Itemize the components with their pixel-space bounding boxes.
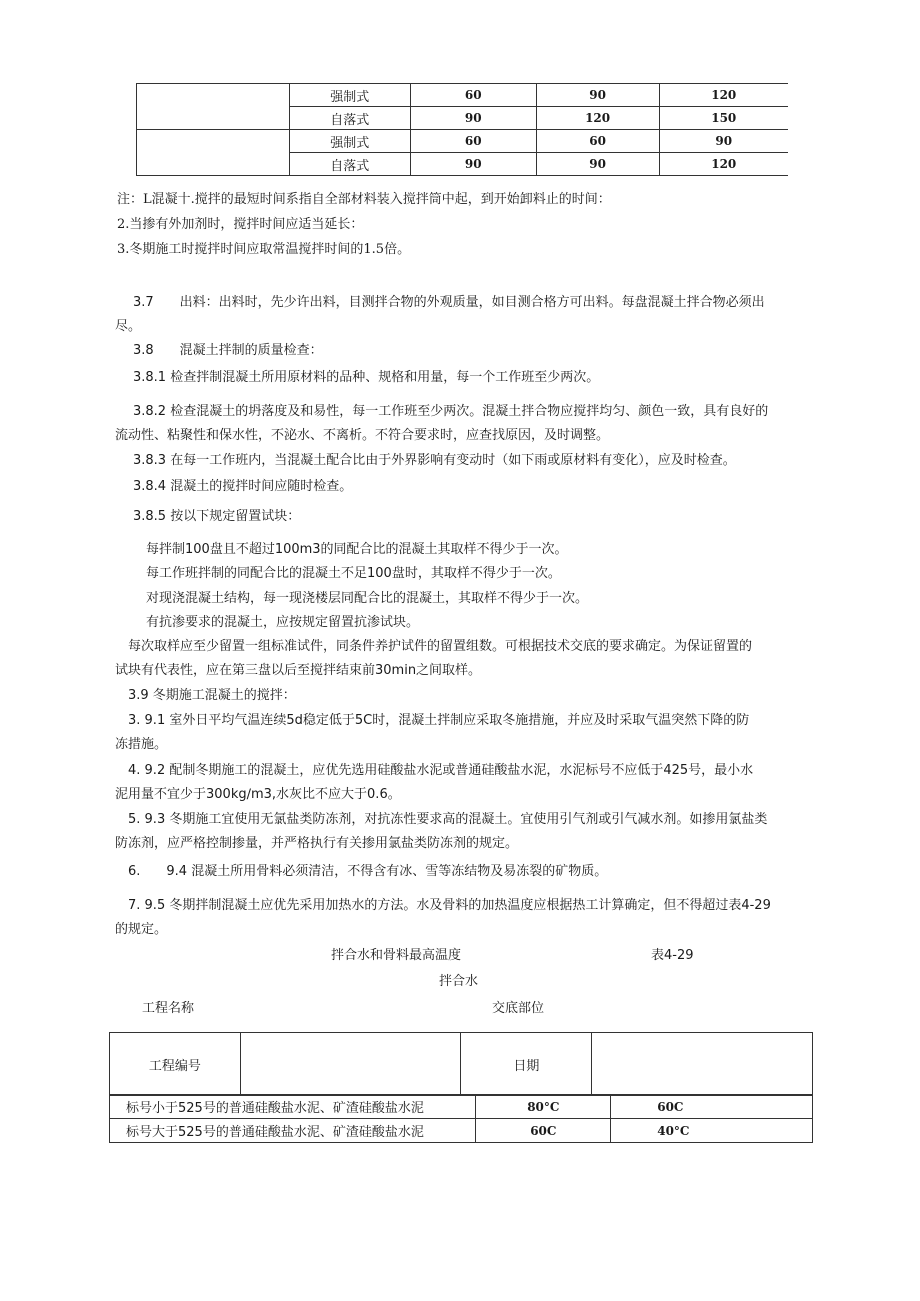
sample-note-cont: 试块有代表性，应在第三盘以后至搅拌结束前30min之间取样。 xyxy=(115,663,482,678)
table-row xyxy=(110,1033,813,1096)
table-row xyxy=(110,1095,813,1119)
time-cell: 120 xyxy=(659,153,788,176)
time-cell: 90 xyxy=(410,107,536,130)
time-cell: 60 xyxy=(536,130,659,153)
table-row xyxy=(137,84,789,107)
water-temp: 80°C xyxy=(476,1095,611,1119)
project-no-value xyxy=(240,1033,461,1096)
aggregate-temp: 60C xyxy=(611,1095,813,1119)
sample-rule-2: 每工作班拌制的同配合比的混凝土不足100盘时，其取样不得少于一次。 xyxy=(146,566,561,581)
section-3-7-cont: 尽。 xyxy=(115,319,142,334)
table-title: 拌合水和骨料最高温度 xyxy=(331,948,462,963)
mixer-type-cell: 自落式 xyxy=(289,153,410,176)
winter-rule-5-cont: 的规定。 xyxy=(115,922,168,937)
section-3-8-5: 3.8.5 按以下规定留置试块： xyxy=(133,509,301,524)
winter-rule-1: 3. 9.1 室外日平均气温连续5d稳定低于5C时，混凝土拌制应采取冬施措施，并应及时采取气温突然下降的防 xyxy=(128,713,750,728)
project-no-label: 工程编号 xyxy=(110,1033,241,1096)
table-cell-blank xyxy=(137,130,290,176)
table-row xyxy=(137,130,789,153)
winter-rule-5: 7. 9.5 冬期拌制混凝土应优先采用加热水的方法。水及骨料的加热温度应根据热工计算确定，但不得超过表4-29 xyxy=(128,898,771,913)
mixer-type-cell: 强制式 xyxy=(289,130,410,153)
temperature-table xyxy=(109,1094,813,1143)
sample-rule-3: 对现浇混凝土结构，每一现浇楼层同配合比的混凝土，其取样不得少于一次。 xyxy=(146,591,589,606)
mixer-type-cell: 强制式 xyxy=(289,84,410,107)
disclosure-part-label: 交底部位 xyxy=(492,1001,545,1016)
aggregate-temp: 40°C xyxy=(611,1119,813,1143)
cement-desc: 标号小于525号的普通硅酸盐水泥、矿渣硅酸盐水泥 xyxy=(110,1095,476,1119)
section-3-7: 3.7 出料：出料时，先少许出料，目测拌合物的外观质量，如目测合格方可出料。每盘混凝土拌合物必须出 xyxy=(133,295,765,310)
time-cell: 60 xyxy=(410,84,536,107)
date-value xyxy=(592,1033,813,1096)
table-subtitle: 拌合水 xyxy=(439,974,479,989)
water-temp: 60C xyxy=(476,1119,611,1143)
section-3-8-2-cont: 流动性、粘聚性和保水性，不泌水、不离析。不符合要求时，应查找原因，及时调整。 xyxy=(115,428,610,443)
section-3-8-2: 3.8.2 检查混凝土的坍落度及和易性，每一工作班至少两次。混凝土拌合物应搅拌均匀、颜色一致，具有良好的 xyxy=(133,404,769,419)
cement-desc: 标号大于525号的普通硅酸盐水泥、矿渣硅酸盐水泥 xyxy=(110,1119,476,1143)
section-3-8-3: 3.8.3 在每一工作班内，当混凝土配合比由于外界影响有变动时（如下雨或原材料有变化），应及时检查。 xyxy=(133,453,736,468)
note-1: 注：L混凝十.搅拌的最短时间系指自全部材料装入搅拌筒中起，到开始卸料止的时间： xyxy=(117,192,611,207)
section-3-8-4: 3.8.4 混凝土的搅拌时间应随时检查。 xyxy=(133,479,353,494)
section-3-9: 3.9 冬期施工混凝土的搅拌： xyxy=(128,688,296,703)
winter-rule-3: 5. 9.3 冬期施工宜使用无氯盐类防冻剂，对抗冻性要求高的混凝土。宜使用引气剂或引气减水剂。如掺用氯盐类 xyxy=(128,812,768,827)
winter-rule-4: 6. 9.4 混凝土所用骨料必须清洁，不得含有冰、雪等冻结物及易冻裂的矿物质。 xyxy=(128,864,608,879)
winter-rule-3-cont: 防冻剂，应严格控制掺量，并严格执行有关掺用氯盐类防冻剂的规定。 xyxy=(115,836,519,851)
winter-rule-1-cont: 冻措施。 xyxy=(115,737,168,752)
time-cell: 120 xyxy=(659,84,788,107)
winter-rule-2-cont: 泥用量不宜少于300kg∕m3,水灰比不应大于0.6。 xyxy=(115,787,401,802)
time-cell: 120 xyxy=(536,107,659,130)
table-row xyxy=(110,1119,813,1143)
mixer-type-cell: 自落式 xyxy=(289,107,410,130)
note-2: 2.当掺有外加剂时，搅拌时间应适当延长： xyxy=(117,217,364,232)
date-label: 日期 xyxy=(461,1033,592,1096)
time-cell: 90 xyxy=(659,130,788,153)
winter-rule-2: 4. 9.2 配制冬期施工的混凝土，应优先选用硅酸盐水泥或普通硅酸盐水泥，水泥标号不应低于425号，最小水 xyxy=(128,763,754,778)
section-3-8-1: 3.8.1 检查拌制混凝土所用原材料的品种、规格和用量，每一个工作班至少两次。 xyxy=(133,370,600,385)
sample-rule-1: 每拌制100盘且不超过100m3的同配合比的混凝土其取样不得少于一次。 xyxy=(146,542,568,557)
time-cell: 150 xyxy=(659,107,788,130)
table-cell-blank xyxy=(137,84,290,130)
time-cell: 90 xyxy=(410,153,536,176)
sample-note: 每次取样应至少留置一组标准试件，同条件养护试件的留置组数。可根据技术交底的要求确定。为保证留置的 xyxy=(128,639,753,654)
sample-rule-4: 有抗渗要求的混凝土，应按规定留置抗渗试块。 xyxy=(146,615,420,630)
time-cell: 90 xyxy=(536,153,659,176)
project-info-table xyxy=(109,1032,813,1096)
note-3: 3.冬期施工时搅拌时间应取常温搅拌时间的1.5倍。 xyxy=(117,242,411,257)
mixing-time-table xyxy=(136,83,788,176)
time-cell: 90 xyxy=(536,84,659,107)
project-name-label: 工程名称 xyxy=(142,1001,195,1016)
table-number: 表4-29 xyxy=(651,948,694,963)
time-cell: 60 xyxy=(410,130,536,153)
section-3-8: 3.8 混凝土拌制的质量检查： xyxy=(133,343,323,358)
